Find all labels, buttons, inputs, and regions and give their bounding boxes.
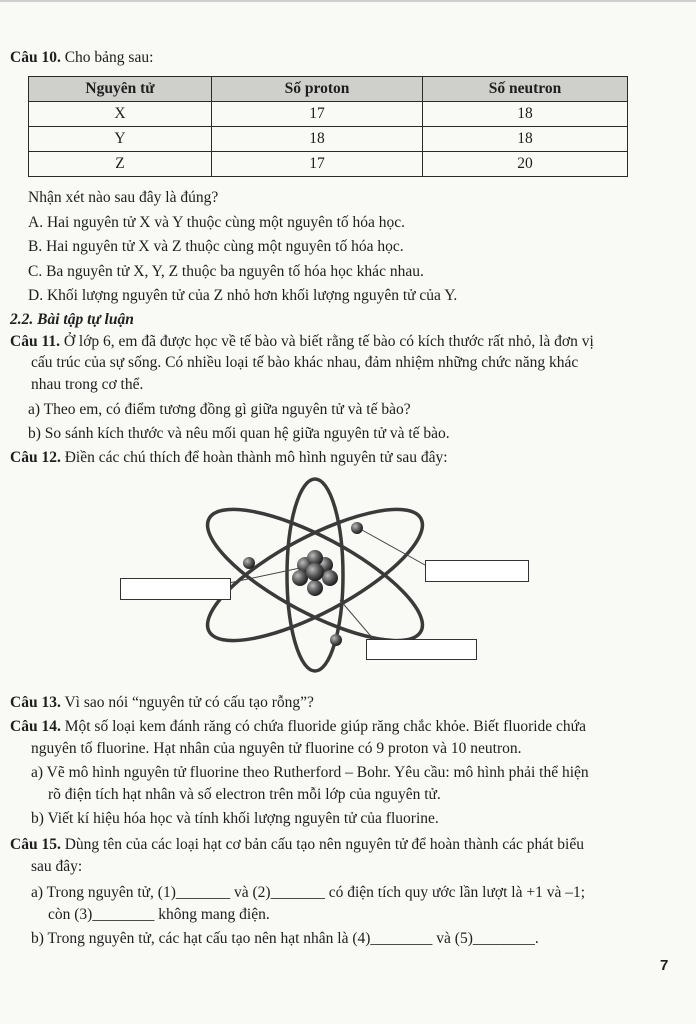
header-cell: Số proton	[212, 77, 423, 102]
q14-a-line-1: a) Vẽ mô hình nguyên tử fluorine theo Rutherford – Bohr. Yêu cầu: mô hình phải thể hiện	[31, 764, 589, 781]
q13-label: Câu 13.	[10, 694, 61, 711]
q15-a-line-1: a) Trong nguyên tử, (1)_______ và (2)_______ có điện tích quy ước lần lượt là +1 và –1;	[31, 884, 586, 901]
section-heading: 2.2. Bài tập tự luận	[10, 311, 134, 328]
atom-model-diagram	[0, 470, 696, 685]
q11-b: b) So sánh kích thước và nêu mối quan hệ giữa nguyên tử và tế bào.	[28, 425, 450, 442]
table-cell: Y	[29, 127, 212, 152]
table-header-row	[29, 77, 628, 102]
q15-label: Câu 15.	[10, 836, 61, 853]
table-cell: 18	[423, 102, 628, 127]
q12-heading	[10, 448, 448, 468]
q15-text: Dùng tên của các loại hạt cơ bản cấu tạo nên nguyên tử để hoàn thành các phát biểu	[64, 836, 584, 853]
nucleus	[292, 550, 338, 596]
label-box-nucleus[interactable]	[120, 578, 231, 600]
q15-line-1	[10, 835, 584, 855]
q11-line-1	[10, 332, 594, 352]
q14-text: Một số loại kem đánh răng có chứa fluoride giúp răng chắc khỏe. Biết fluoride chứa	[64, 718, 586, 735]
q14-a-line-2: rõ điện tích hạt nhân và số electron trên mỗi lớp của nguyên tử.	[48, 786, 441, 803]
q10-option-a: A. Hai nguyên tử X và Y thuộc cùng một nguyên tố hóa học.	[28, 214, 406, 231]
q14-line-2: nguyên tố fluorine. Hạt nhân của nguyên tử fluorine có 9 proton và 10 neutron.	[31, 740, 522, 757]
q12-text: Điền các chú thích để hoàn thành mô hình nguyên tử sau đây:	[64, 449, 448, 466]
q11-label: Câu 11.	[10, 333, 60, 350]
q10-heading	[10, 48, 153, 68]
q10-option-b: B. Hai nguyên tử X và Z thuộc cùng một nguyên tố hóa học.	[28, 238, 404, 255]
label-box-electron[interactable]	[425, 560, 529, 582]
q14-b: b) Viết kí hiệu hóa học và tính khối lượng nguyên tử của fluorine.	[31, 810, 439, 827]
q15-a-line-2: còn (3)________ không mang điện.	[48, 906, 270, 923]
q15-b: b) Trong nguyên tử, các hạt cấu tạo nên hạt nhân là (4)________ và (5)________.	[31, 930, 539, 947]
q10-question: Nhận xét nào sau đây là đúng?	[28, 189, 219, 206]
q15-line-2: sau đây:	[31, 858, 83, 875]
table-cell: 18	[423, 127, 628, 152]
table-cell: 17	[212, 152, 423, 177]
table-cell: Z	[29, 152, 212, 177]
q14-label: Câu 14.	[10, 718, 61, 735]
q11-line-3: nhau trong cơ thể.	[31, 376, 144, 393]
scan-edge	[0, 0, 696, 2]
label-box-orbit[interactable]	[366, 639, 477, 660]
q10-text: Cho bảng sau:	[64, 49, 154, 66]
header-cell: Số neutron	[423, 77, 628, 102]
table-row	[29, 127, 628, 152]
page-number: 7	[660, 957, 669, 974]
table-cell: 18	[212, 127, 423, 152]
q13-text: Vì sao nói “nguyên tử có cấu tạo rỗng”?	[64, 694, 314, 711]
q12-label: Câu 12.	[10, 449, 61, 466]
q11-line-2: cấu trúc của sự sống. Có nhiều loại tế bào khác nhau, đảm nhiệm những chức năng khác	[31, 354, 579, 371]
header-cell: Nguyên tử	[29, 77, 212, 102]
q10-label: Câu 10.	[10, 49, 61, 66]
q10-option-d: D. Khối lượng nguyên tử của Z nhỏ hơn khối lượng nguyên tử của Y.	[28, 287, 458, 304]
q14-line-1	[10, 717, 586, 737]
table-cell: 20	[423, 152, 628, 177]
table-cell: 17	[212, 102, 423, 127]
atom-table	[28, 76, 628, 177]
q13-heading	[10, 693, 314, 713]
table-cell: X	[29, 102, 212, 127]
table-row	[29, 102, 628, 127]
q10-option-c: C. Ba nguyên tử X, Y, Z thuộc ba nguyên tố hóa học khác nhau.	[28, 263, 424, 280]
table-row	[29, 152, 628, 177]
q11-a: a) Theo em, có điểm tương đồng gì giữa nguyên tử và tế bào?	[28, 401, 411, 418]
q11-text: Ở lớp 6, em đã được học về tế bào và biết rằng tế bào có kích thước rất nhỏ, là đơn vị	[63, 333, 594, 350]
